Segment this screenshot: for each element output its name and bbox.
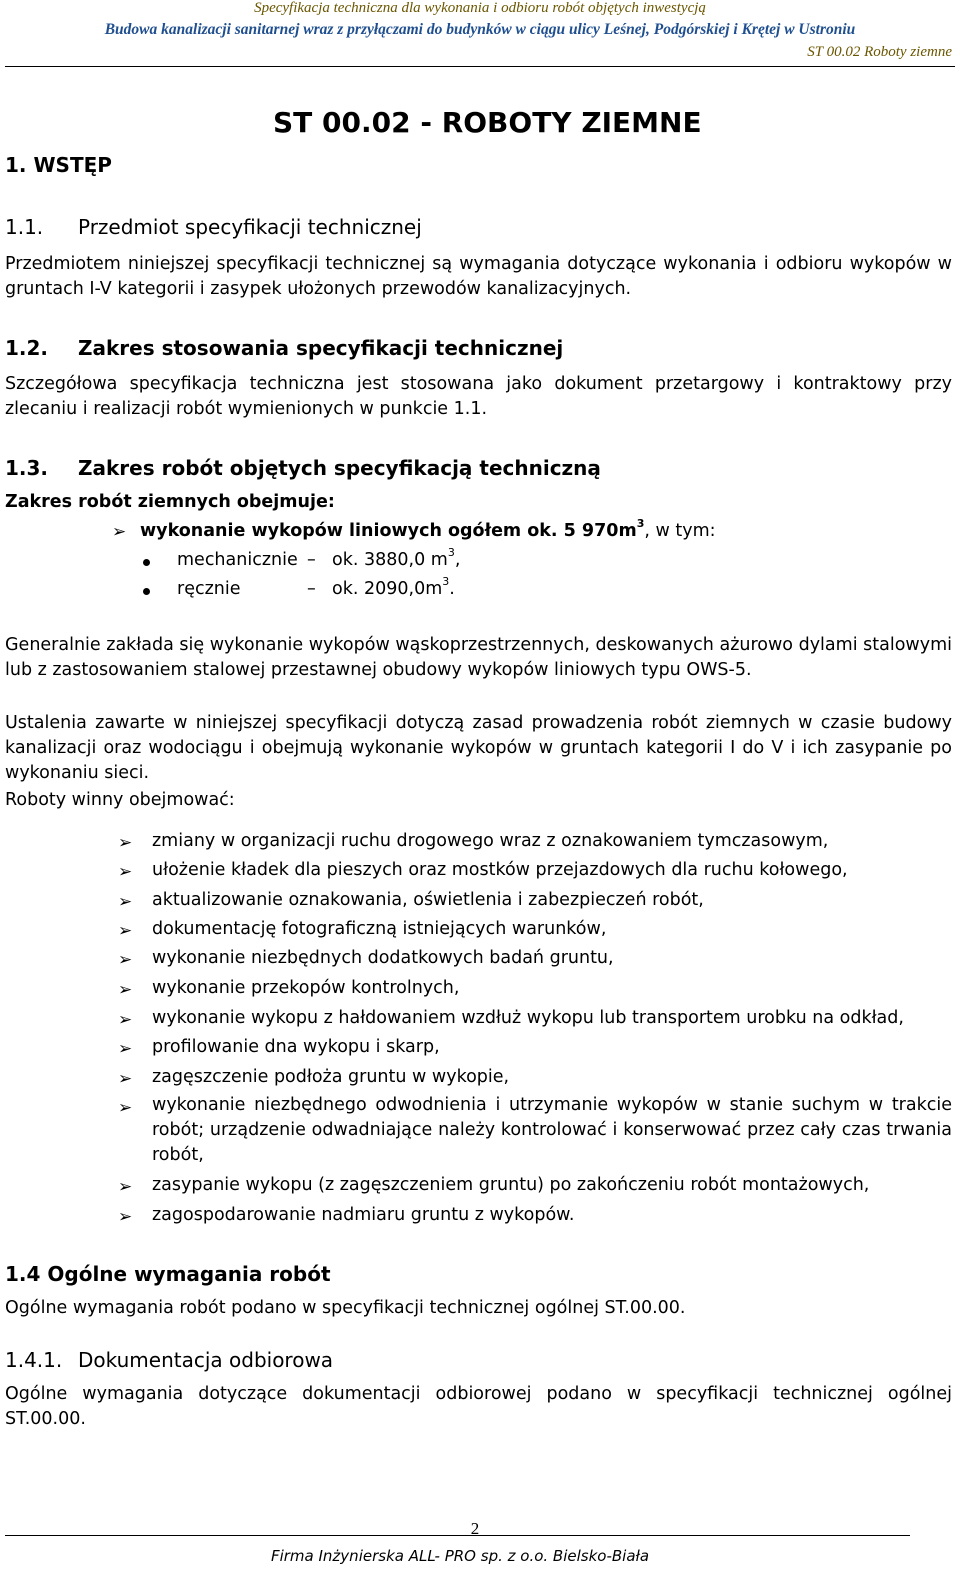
sub-item-mechanical-tail: ,	[454, 550, 461, 570]
excavation-total-rest: , w tym:	[644, 521, 716, 541]
arrowhead-bullet-icon: ➢	[118, 862, 133, 882]
section-1-1-body: Przedmiotem niniejszej specyfikacji technicznej są wymagania dotyczące wykonania i odbioru wykopów w gruntach I-V kategorii i zasypek ułożonych przewodów kanalizacyjnych.	[5, 254, 952, 299]
general-assumptions-paragraph: Generalnie zakłada się wykonanie wykopów wąskoprzestrzennych, deskowanych ażurowo dylami stalowymi lub z zastosowaniem stalowej przestawnej obudowy wykopów liniowych typu OWS-5.	[5, 635, 952, 680]
section-1-3-title: Zakres robót objętych specyfikacją techniczną	[78, 456, 601, 480]
list-item: zmiany w organizacji ruchu drogowego wraz z oznakowaniem tymczasowym,	[152, 831, 829, 851]
list-item: wykonanie niezbędnych dodatkowych badań gruntu,	[152, 948, 614, 968]
section-1-4-1-title: Dokumentacja odbiorowa	[78, 1348, 334, 1372]
sub-item-manual-sup: 3	[442, 575, 450, 589]
works-should-include-label: Roboty winny obejmować:	[5, 790, 235, 810]
list-item: profilowanie dna wykopu i skarp,	[152, 1037, 440, 1057]
sub-item-manual-amount: ok. 2090,0m	[332, 579, 443, 599]
section-1-4-1-number: 1.4.1.	[5, 1348, 63, 1372]
header-project-title: Budowa kanalizacji sanitarnej wraz z przyłączami do budynków w ciągu ulicy Leśnej, Podgórskiej i Krętej w Ustroniu	[104, 21, 856, 38]
arrowhead-bullet-icon: ➢	[118, 950, 133, 970]
arrowhead-bullet-icon: ➢	[118, 1010, 133, 1030]
list-item: wykonanie przekopów kontrolnych,	[152, 978, 460, 998]
scope-rules-paragraph: Ustalenia zawarte w niniejszej specyfikacji dotyczą zasad prowadzenia robót ziemnych w czasie budowy kanalizacji oraz wodociągu i obejmują wykonanie wykopów w gruntach kategorii I do V i ich zasypanie po wykonaniu sieci.	[5, 713, 952, 783]
footer-company: Firma Inżynierska ALL- PRO sp. z o.o. Bielsko-Biała	[270, 1547, 650, 1565]
document-title: ST 00.02 - ROBOTY ZIEMNE	[273, 106, 702, 139]
section-1-4-1-body: Ogólne wymagania dotyczące dokumentacji odbiorowej podano w specyfikacji technicznej ogólnej ST.00.00.	[5, 1384, 952, 1429]
sub-item-mechanical-value	[332, 546, 461, 570]
arrowhead-bullet-icon: ➢	[118, 1098, 133, 1118]
excavation-total-text: wykonanie wykopów liniowych ogółem ok. 5 970m	[140, 521, 637, 541]
arrowhead-bullet-icon: ➢	[118, 980, 133, 1000]
header-spec-title: Specyfikacja techniczna dla wykonania i odbioru robót objętych inwestycją	[254, 0, 706, 16]
section-1-4-heading: 1.4 Ogólne wymagania robót	[5, 1262, 331, 1286]
arrowhead-bullet-icon: ➢	[118, 1039, 133, 1059]
round-bullet-icon	[143, 559, 150, 566]
list-item: zagęszczenie podłoża gruntu w wykopie,	[152, 1067, 510, 1087]
excavation-total-item	[140, 517, 716, 541]
sub-item-manual-tail: .	[449, 579, 455, 599]
excavation-total-unit-sup: 3	[636, 517, 645, 531]
header-divider	[5, 66, 955, 67]
sub-item-mechanical-dash: –	[307, 550, 316, 570]
header-section-code: ST 00.02 Roboty ziemne	[807, 44, 952, 60]
sub-item-mechanical-sup: 3	[447, 546, 455, 560]
sub-item-mechanical-label: mechanicznie	[177, 550, 298, 570]
list-item: zasypanie wykopu (z zagęszczeniem gruntu) po zakończeniu robót montażowych,	[152, 1175, 870, 1195]
section-heading-1: 1. WSTĘP	[5, 153, 112, 177]
sub-item-manual-value	[332, 575, 455, 599]
section-1-2-title: Zakres stosowania specyfikacji technicznej	[78, 336, 564, 360]
section-1-4-body: Ogólne wymagania robót podano w specyfikacji technicznej ogólnej ST.00.00.	[5, 1298, 686, 1318]
page-number: 2	[470, 1519, 480, 1538]
arrowhead-bullet-icon: ➢	[118, 1207, 133, 1227]
sub-item-manual-label: ręcznie	[177, 579, 241, 599]
arrowhead-bullet-icon: ➢	[118, 1177, 133, 1197]
list-item: wykonanie niezbędnego odwodnienia i utrzymanie wykopów w stanie suchym w trakcie robót; urządzenie odwadniające należy kontrolować i konserwować przez cały czas trwania robót,	[152, 1095, 952, 1165]
section-1-2-body: Szczegółowa specyfikacja techniczna jest stosowana jako dokument przetargowy i kontraktowy przy zlecaniu i realizacji robót wymienionych w punkcie 1.1.	[5, 374, 952, 419]
arrowhead-bullet-icon: ➢	[118, 921, 133, 941]
footer-divider	[5, 1535, 910, 1536]
sub-item-mechanical-amount: ok. 3880,0 m	[332, 550, 448, 570]
arrowhead-bullet-icon: ➢	[118, 892, 133, 912]
section-1-3-number: 1.3.	[5, 456, 49, 480]
list-item: zagospodarowanie nadmiaru gruntu z wykopów.	[152, 1205, 575, 1225]
list-item: ułożenie kładek dla pieszych oraz mostków przejazdowych dla ruchu kołowego,	[152, 860, 848, 880]
list-item: dokumentację fotograficzną istniejących warunków,	[152, 919, 607, 939]
section-1-2-number: 1.2.	[5, 336, 49, 360]
list-item: wykonanie wykopu z hałdowaniem wzdłuż wykopu lub transportem urobku na odkład,	[152, 1008, 904, 1028]
list-item: aktualizowanie oznakowania, oświetlenia i zabezpieczeń robót,	[152, 890, 704, 910]
section-1-1-title: Przedmiot specyfikacji technicznej	[78, 215, 422, 239]
section-1-1-number: 1.1.	[5, 215, 44, 239]
round-bullet-icon	[143, 588, 150, 595]
arrowhead-bullet-icon: ➢	[118, 833, 133, 853]
works-scope-intro: Zakres robót ziemnych obejmuje:	[5, 492, 335, 512]
arrowhead-bullet-icon: ➢	[112, 522, 127, 542]
arrowhead-bullet-icon: ➢	[118, 1069, 133, 1089]
sub-item-manual-dash: –	[307, 579, 316, 599]
